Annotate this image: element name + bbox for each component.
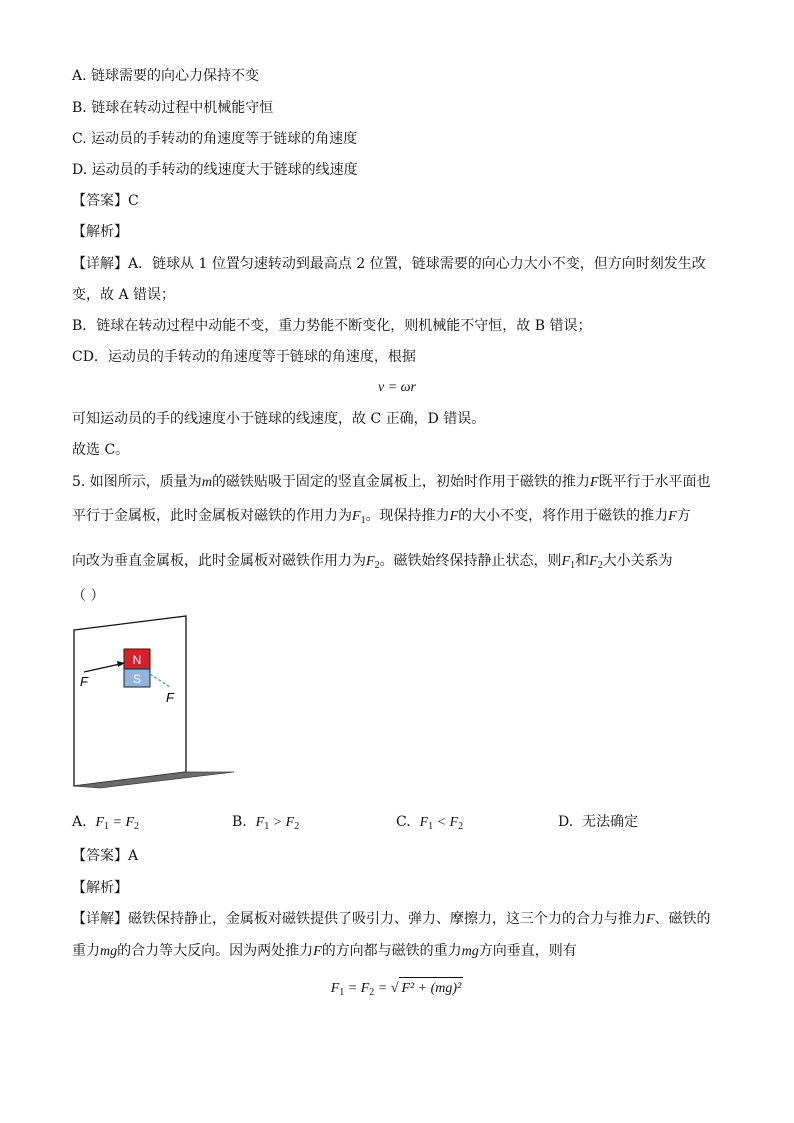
- detail-text: 的合力等大反向。因为两处推力: [117, 943, 314, 959]
- q4-answer: [72, 191, 139, 211]
- stem-text: 大小关系为: [602, 553, 673, 569]
- math-mg: mg: [461, 944, 479, 959]
- q4-option-d: D. 运动员的手转动的线速度大于链球的线速度: [72, 162, 358, 178]
- q5-choice-d: D. 无法确定: [558, 814, 639, 830]
- sqrt-radicand: F² + (mg)²: [399, 977, 463, 1000]
- math-F1: $F_1$: [352, 509, 366, 526]
- q4-analysis-label: 【解析】: [72, 224, 128, 240]
- math-F: F: [313, 944, 322, 959]
- q4-option-b: B. 链球在转动过程中机械能守恒: [72, 100, 274, 116]
- q4-conclusion: 故选 C。: [72, 442, 130, 458]
- q4-detail-line-2: 变，故 A 错误；: [72, 287, 176, 303]
- math-F: F: [668, 509, 677, 524]
- q5-formula: $F_1 = F_2$ = √ F² + (mg)²: [0, 977, 794, 1004]
- q5-analysis-label: 【解析】: [72, 880, 128, 896]
- q5-choice-b: B. $F_1 > F_2$: [232, 814, 300, 832]
- detail-label: 【详解】: [72, 911, 128, 927]
- detail-text: 磁铁保持静止，金属板对磁铁提供了吸引力、弹力、摩擦力，这三个力的合力与推力: [128, 911, 646, 927]
- q4-detail-line-5: 可知运动员的手的线速度小于链球的线速度，故 C 正确，D 错误。: [72, 411, 486, 427]
- stem-text: 。现保持推力: [365, 508, 450, 524]
- math-F: F: [449, 509, 459, 524]
- q5-figure: [70, 612, 240, 792]
- detail-text: 的方向都与磁铁的重力: [321, 943, 462, 959]
- detail-label: 【详解】: [72, 256, 128, 272]
- detail-text: A．链球从 1 位置匀速转动到最高点 2 位置，链球需要的向心力大小不变，但方向时刻发生改: [128, 256, 706, 272]
- stem-text: 的磁铁贴吸于固定的竖直金属板上，初始时作用于磁铁的推力: [211, 474, 590, 490]
- math-F2: $F_2$: [589, 554, 603, 571]
- answer-value: C: [128, 193, 139, 209]
- stem-text: 。磁铁始终保持静止状态，则: [379, 553, 562, 569]
- detail-text: 、磁铁的: [654, 911, 711, 927]
- math-m: m: [201, 475, 212, 490]
- stem-text: 的大小不变，将作用于磁铁的推力: [458, 508, 669, 524]
- stem-text: 5. 如图所示，质量为: [72, 474, 202, 490]
- math-F1: $F_1$: [561, 554, 576, 571]
- math-F: F: [589, 475, 599, 490]
- stem-text: 向改为垂直金属板，此时金属板对磁铁作用力为: [72, 553, 366, 569]
- answer-label: 【答案】: [72, 193, 128, 209]
- label-F-left: F: [80, 674, 88, 689]
- q4-option-a: A. 链球需要的向心力保持不变: [72, 68, 260, 84]
- q4-detail-line-4: CD．运动员的手转动的角速度等于链球的角速度，根据: [72, 349, 416, 365]
- q5-detail-line-1: [72, 909, 711, 930]
- q4-formula: v = ωr: [378, 380, 416, 395]
- q5-stem-line-3: [72, 551, 673, 576]
- q5-choice-c: C. $F_1 < F_2$: [396, 814, 464, 832]
- q4-option-c: C. 运动员的手转动的角速度等于链球的角速度: [72, 131, 358, 147]
- q5-detail-line-2: [72, 941, 577, 962]
- q5-bracket: （ ）: [72, 588, 105, 604]
- q4-detail-line-1: [72, 254, 706, 274]
- math-F2: $F_2$: [366, 554, 380, 571]
- label-S: S: [132, 672, 142, 686]
- stem-text: 方: [676, 508, 691, 524]
- q5-stem-line-2: [72, 506, 691, 531]
- stem-text: 和: [575, 553, 590, 569]
- stem-text: 平行于金属板，此时金属板对磁铁的作用力为: [72, 508, 352, 524]
- q5-stem-line-1: [72, 472, 711, 493]
- math-mg: mg: [100, 944, 118, 959]
- label-N: N: [132, 653, 142, 667]
- q4-detail-line-3: B．链球在转动过程中动能不变，重力势能不断变化，则机械能不守恒，故 B 错误；: [72, 318, 592, 334]
- q5-choice-a: A. $F_1 = F_2$: [72, 814, 140, 832]
- stem-text: 既平行于水平面也: [598, 474, 711, 490]
- detail-text: 重力: [72, 943, 100, 959]
- answer-value: A: [128, 848, 139, 864]
- detail-text: 方向垂直，则有: [478, 943, 577, 959]
- q5-answer: [72, 846, 138, 866]
- label-F-right: F: [166, 690, 174, 705]
- answer-label: 【答案】: [72, 848, 128, 864]
- math-F: F: [646, 912, 655, 927]
